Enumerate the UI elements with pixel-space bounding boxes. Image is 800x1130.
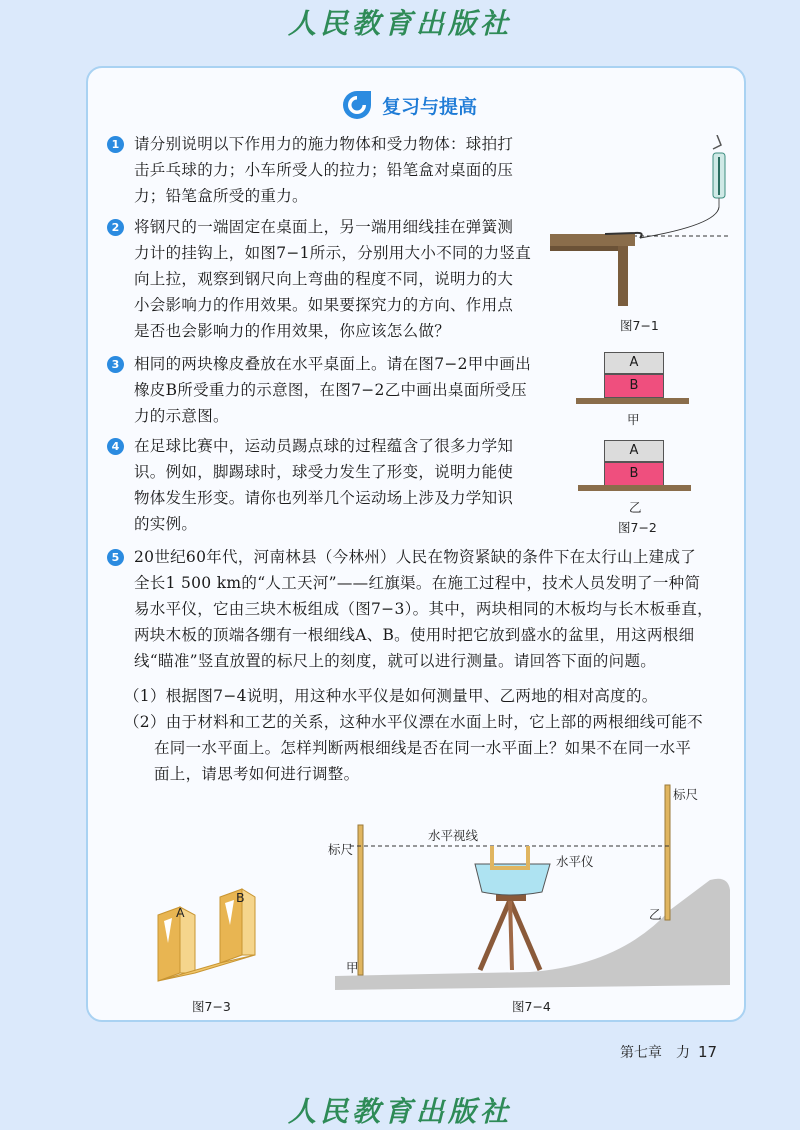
question-line: 在同一水平面上。怎样判断两根细线是否在同一水平面上？如果不在同一水平 (154, 739, 692, 757)
label-staff-right: 标尺 (673, 787, 699, 802)
level-instrument (490, 846, 530, 870)
figure-7-1 (545, 135, 735, 310)
question-line: 请分别说明以下作用力的施力物体和受力物体：球拍打 (134, 135, 514, 153)
figure-caption: 图7−1 (620, 318, 659, 333)
question-line: 两块木板的顶端各绷有一根细线A、B。使用时把它放到盛水的盆里，用这两根细 (134, 626, 695, 644)
figure-caption: 图7−3 (192, 999, 231, 1014)
eraser-b: B (604, 374, 664, 398)
question-line: 向上拉，观察到钢尺向上弯曲的程度不同，说明力的大 (134, 270, 514, 288)
target-icon (342, 90, 372, 120)
question-line: 将钢尺的一端固定在桌面上，另一端用细线挂在弹簧测 (134, 218, 514, 236)
question-line: 是否也会影响力的作用效果，你应该怎么做？ (134, 322, 451, 340)
question-line: 20世纪60年代，河南林县（今林州）人民在物资紧缺的条件下在太行山上建成了 (134, 548, 697, 566)
question-line: 小会影响力的作用效果。如果要探究力的方向、作用点 (134, 296, 514, 314)
publisher-logo-top: 人民教育出版社 (287, 7, 512, 40)
tripod-stand (480, 893, 540, 970)
question-number-1: 1 (107, 136, 124, 153)
table-top (576, 398, 689, 404)
label-yi: 乙 (629, 500, 642, 515)
spring-scale (713, 135, 725, 207)
eraser-a: A (604, 440, 664, 462)
chapter-label: 第七章 力 (620, 1045, 690, 1061)
label-jia: 甲 (346, 960, 359, 975)
question-number-3: 3 (107, 356, 124, 373)
label-b: B (236, 890, 245, 905)
question-1 (134, 131, 513, 209)
eraser-b: B (604, 462, 664, 486)
figure-7-3 (150, 885, 265, 990)
question-line: （2）由于材料和工艺的关系，这种水平仪漂在水面上时，它上部的两根细线可能不 (124, 713, 703, 731)
question-line: 在足球比赛中，运动员踢点球的过程蕴含了很多力学知 (134, 437, 514, 455)
label-yi: 乙 (649, 907, 662, 922)
label-jia: 甲 (627, 412, 640, 427)
figure-caption: 图7−4 (512, 999, 551, 1014)
question-number-4: 4 (107, 438, 124, 455)
question-2 (134, 214, 531, 344)
ground-slope (335, 879, 730, 990)
left-staff (358, 825, 363, 975)
section-header (342, 88, 477, 122)
figure-caption: 图7−2 (618, 520, 657, 535)
question-line: 击乒乓球的力；小车所受人的拉力；铅笔盒对桌面的压 (134, 161, 514, 179)
question-number-5: 5 (107, 549, 124, 566)
question-line: 全长1 500 km的“人工天河”——红旗渠。在施工过程中，技术人员发明了一种简 (134, 574, 701, 592)
eraser-a: A (604, 352, 664, 374)
question-line: 物体发生形变。请你也列举几个运动场上涉及力学知识 (134, 489, 514, 507)
question-number-2: 2 (107, 219, 124, 236)
question-line: 力；铅笔盒所受的重力。 (134, 187, 308, 205)
sub-question-2 (124, 709, 703, 787)
question-line: 的实例。 (134, 515, 198, 533)
label-staff-left: 标尺 (328, 842, 354, 857)
page-footer (620, 1042, 717, 1062)
label-level: 水平仪 (556, 854, 594, 869)
right-staff (665, 785, 670, 920)
question-line: 识。例如，脚踢球时，球受力发生了形变，说明力能使 (134, 463, 514, 481)
question-line: 橡皮B所受重力的示意图，在图7−2乙中画出桌面所受压 (134, 381, 527, 399)
question-4 (134, 433, 513, 537)
figure-7-2-yi (578, 438, 693, 498)
sub-question-1: （1）根据图7−4说明，用这种水平仪是如何测量甲、乙两地的相对高度的。 (124, 687, 658, 705)
string-line (640, 207, 719, 238)
section-title: 复习与提高 (382, 95, 478, 118)
question-line: 面上，请思考如何进行调整。 (154, 765, 360, 783)
page-number: 17 (698, 1043, 718, 1061)
question-line: 相同的两块橡皮叠放在水平桌面上。请在图7−2甲中画出 (134, 355, 532, 373)
question-line: 力的示意图。 (134, 407, 229, 425)
figure-7-2-jia (576, 352, 691, 412)
publisher-logo-bottom: 人民教育出版社 (287, 1095, 512, 1128)
table-top (578, 485, 691, 491)
question-line: 线“瞄准”竖直放置的标尺上的刻度，就可以进行测量。请回答下面的问题。 (134, 652, 657, 670)
question-3 (134, 351, 531, 429)
label-level-line: 水平视线 (428, 828, 479, 843)
question-line: 力计的挂钩上，如图7−1所示，分别用大小不同的力竖直 (134, 244, 532, 262)
figure-7-4 (330, 780, 732, 990)
question-5 (134, 544, 713, 674)
label-a: A (176, 905, 185, 920)
desk (550, 234, 635, 306)
question-line: 易水平仪，它由三块木板组成（图7−3）。其中，两块相同的木板均与长木板垂直， (134, 600, 713, 618)
